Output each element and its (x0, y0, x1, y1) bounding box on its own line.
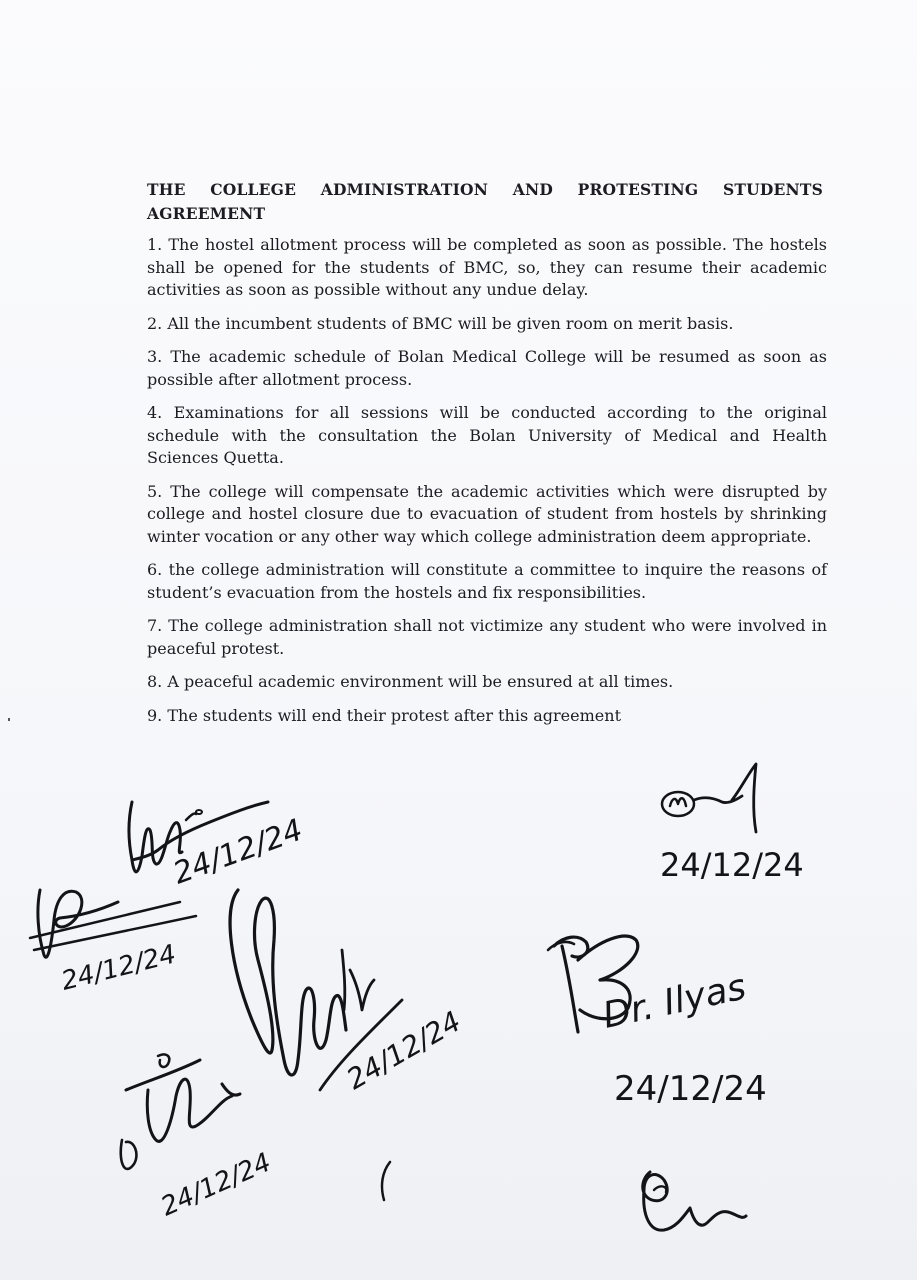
signature-8 (643, 1172, 746, 1230)
signature-5 (320, 1000, 402, 1200)
signature-3 (230, 890, 374, 1075)
signature-4-date: 24/12/24 (156, 1147, 276, 1223)
document-title (147, 178, 823, 226)
signature-5-date: 24/12/24 (341, 1004, 467, 1097)
clause-3: 3. The academic schedule of Bolan Medical College will be resumed as soon as possible after allotment process. (147, 347, 827, 389)
clause-9: 9. The students will end their protest after this agreement (147, 705, 621, 725)
title-line-2: AGREEMENT (147, 204, 266, 223)
signature-1-date: 24/12/24 (168, 812, 308, 892)
clause-1: 1. The hostel allotment process will be completed as soon as possible. The hostels shall be opened for the students of BMC, so, they can resume their academic activities as soon as possible without any undue delay. (147, 235, 827, 299)
signature-6 (662, 764, 756, 832)
clause-8: 8. A peaceful academic environment will be ensured at all times. (147, 672, 674, 691)
signature-area (0, 760, 917, 1280)
signature-2-date: 24/12/24 (58, 939, 180, 997)
scan-speck (8, 718, 10, 721)
signature-4 (121, 1054, 240, 1169)
clause-2: 2. All the incumbent students of BMC will be given room on merit basis. (147, 313, 734, 333)
agreement-clauses (147, 234, 827, 738)
clause-6: 6. the college administration will constitute a committee to inquire the reasons of student’s evacuation from the hostels and fix responsibilities. (147, 560, 827, 602)
signature-7-date: 24/12/24 (614, 1069, 767, 1109)
clause-7: 7. The college administration shall not victimize any student who were involved in peaceful protest. (147, 616, 827, 658)
signature-6-date: 24/12/24 (660, 846, 804, 884)
signature-7-name: Dr. Ilyas (599, 966, 750, 1037)
clause-5: 5. The college will compensate the academic activities which were disrupted by college and hostel closure due to evacuation of student from hostels by shrinking winter vocation or any other way which college administration deem appropriate. (147, 481, 827, 546)
title-line-1: THE COLLEGE ADMINISTRATION AND PROTESTING STUDENTS (147, 180, 823, 199)
clause-4: 4. Examinations for all sessions will be conducted according to the original schedule with the consultation the Bolan University of Medical and Health Sciences Quetta. (147, 403, 827, 467)
